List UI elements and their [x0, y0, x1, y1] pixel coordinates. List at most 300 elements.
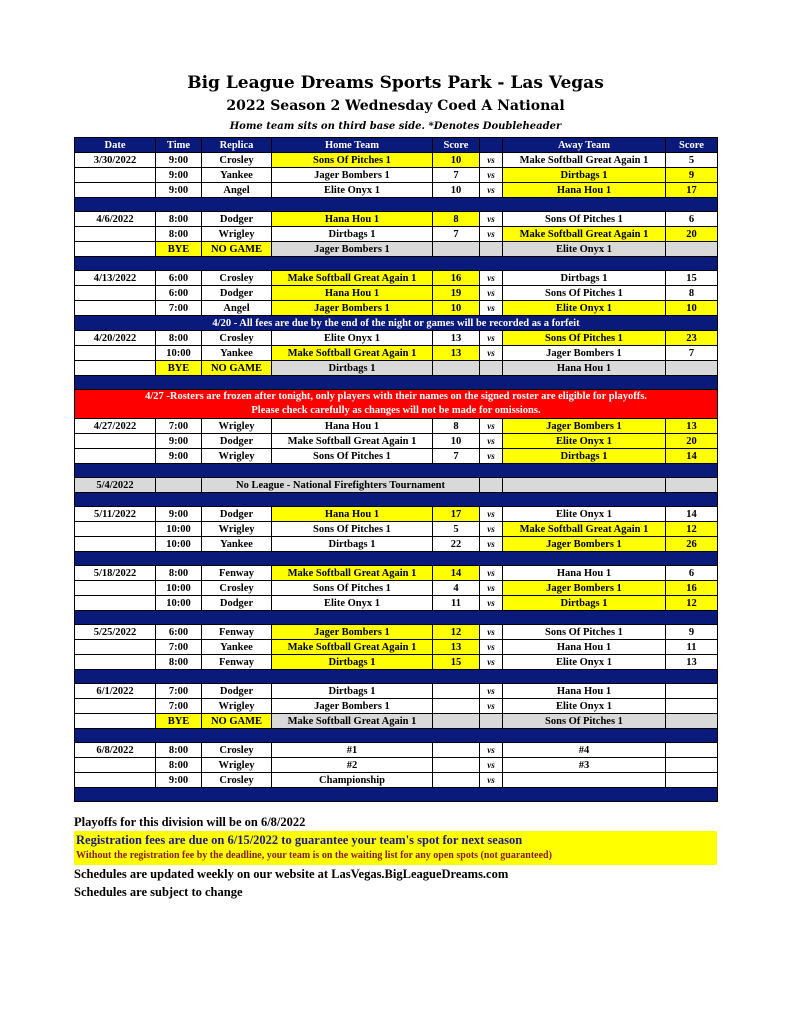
- website-note: Schedules are updated weekly on our website at LasVegas.BigLeagueDreams.com: [74, 867, 509, 881]
- date-cell: 4/20/2022: [75, 331, 156, 346]
- vs-cell: vs: [480, 168, 503, 183]
- home-team-cell: Sons Of Pitches 1: [272, 449, 433, 464]
- replica-cell: Crosley: [202, 581, 272, 596]
- away-score-cell: [666, 773, 718, 788]
- home-team-cell: Sons Of Pitches 1: [272, 522, 433, 537]
- away-score-cell: 26: [666, 537, 718, 552]
- time-cell: 8:00: [156, 655, 202, 670]
- away-score-cell: 13: [666, 419, 718, 434]
- waiting-list-note: Without the registration fee by the deadline, your team is on the waiting list for any open spots (not guaranteed): [76, 850, 552, 861]
- vs-cell: vs: [480, 434, 503, 449]
- date-cell: [75, 286, 156, 301]
- away-score-cell: 12: [666, 596, 718, 611]
- away-team-cell: #3: [503, 758, 666, 773]
- home-team-cell: Make Softball Great Again 1: [272, 271, 433, 286]
- time-cell: 8:00: [156, 566, 202, 581]
- separator-cell: [75, 552, 718, 566]
- date-cell: 4/27/2022: [75, 419, 156, 434]
- home-score-cell: 10: [433, 183, 480, 198]
- time-cell: 9:00: [156, 434, 202, 449]
- home-team-cell: #2: [272, 758, 433, 773]
- replica-cell: Dodger: [202, 596, 272, 611]
- week-separator: [75, 257, 718, 271]
- replica-cell: Wrigley: [202, 449, 272, 464]
- header-away-team: Away Team: [503, 138, 666, 153]
- game-row: [75, 183, 718, 198]
- date-cell: 5/25/2022: [75, 625, 156, 640]
- header-vs: [480, 138, 503, 153]
- date-cell: [75, 346, 156, 361]
- game-row: [75, 346, 718, 361]
- time-cell: 7:00: [156, 684, 202, 699]
- time-cell: BYE: [156, 714, 202, 729]
- week-separator: [75, 552, 718, 566]
- game-row: [75, 242, 718, 257]
- home-score-cell: 10: [433, 434, 480, 449]
- home-team-cell: Dirtbags 1: [272, 361, 433, 376]
- replica-cell: Angel: [202, 183, 272, 198]
- time-cell: 6:00: [156, 286, 202, 301]
- home-team-cell: Jager Bombers 1: [272, 699, 433, 714]
- away-score-cell: [666, 684, 718, 699]
- time-cell: 10:00: [156, 346, 202, 361]
- replica-cell: Crosley: [202, 271, 272, 286]
- home-score-cell: 8: [433, 419, 480, 434]
- empty-cell: [480, 478, 503, 493]
- time-cell: 9:00: [156, 773, 202, 788]
- time-cell: 7:00: [156, 419, 202, 434]
- header-time: Time: [156, 138, 202, 153]
- date-cell: [75, 168, 156, 183]
- week-separator: [75, 198, 718, 212]
- week-separator: [75, 670, 718, 684]
- away-score-cell: 10: [666, 301, 718, 316]
- date-cell: [75, 758, 156, 773]
- time-cell: 10:00: [156, 537, 202, 552]
- home-score-cell: 17: [433, 507, 480, 522]
- home-team-cell: Dirtbags 1: [272, 537, 433, 552]
- time-cell: BYE: [156, 361, 202, 376]
- game-row: [75, 212, 718, 227]
- away-score-cell: 20: [666, 434, 718, 449]
- away-team-cell: Jager Bombers 1: [503, 346, 666, 361]
- away-score-cell: 12: [666, 522, 718, 537]
- time-cell: 7:00: [156, 640, 202, 655]
- game-row: [75, 566, 718, 581]
- away-team-cell: Make Softball Great Again 1: [503, 522, 666, 537]
- home-score-cell: 4: [433, 581, 480, 596]
- registration-note: Registration fees are due on 6/15/2022 to guarantee your team's spot for next season: [76, 833, 523, 847]
- time-cell: 9:00: [156, 507, 202, 522]
- no-league-message: No League - National Firefighters Tournament: [202, 478, 480, 493]
- replica-cell: NO GAME: [202, 361, 272, 376]
- away-team-cell: Make Softball Great Again 1: [503, 153, 666, 168]
- home-score-cell: 22: [433, 537, 480, 552]
- date-cell: 3/30/2022: [75, 153, 156, 168]
- game-row: [75, 271, 718, 286]
- time-cell: 10:00: [156, 522, 202, 537]
- roster-notice-line: Please check carefully as changes will not be made for omissions.: [251, 405, 541, 416]
- date-cell: [75, 640, 156, 655]
- home-score-cell: [433, 242, 480, 257]
- away-score-cell: 16: [666, 581, 718, 596]
- home-score-cell: 7: [433, 168, 480, 183]
- date-cell: 5/11/2022: [75, 507, 156, 522]
- away-score-cell: [666, 242, 718, 257]
- date-cell: 5/4/2022: [75, 478, 156, 493]
- replica-cell: Wrigley: [202, 758, 272, 773]
- date-cell: [75, 714, 156, 729]
- home-score-cell: 7: [433, 449, 480, 464]
- away-team-cell: Sons Of Pitches 1: [503, 331, 666, 346]
- vs-cell: vs: [480, 227, 503, 242]
- week-separator: [75, 493, 718, 507]
- vs-cell: vs: [480, 581, 503, 596]
- vs-cell: vs: [480, 331, 503, 346]
- away-team-cell: Dirtbags 1: [503, 271, 666, 286]
- home-team-cell: Elite Onyx 1: [272, 183, 433, 198]
- vs-cell: vs: [480, 271, 503, 286]
- date-cell: 6/1/2022: [75, 684, 156, 699]
- vs-cell: vs: [480, 566, 503, 581]
- date-cell: [75, 537, 156, 552]
- home-score-cell: 13: [433, 331, 480, 346]
- vs-cell: vs: [480, 773, 503, 788]
- replica-cell: Dodger: [202, 507, 272, 522]
- away-score-cell: 7: [666, 346, 718, 361]
- away-team-cell: Elite Onyx 1: [503, 507, 666, 522]
- away-team-cell: Elite Onyx 1: [503, 655, 666, 670]
- replica-cell: Wrigley: [202, 419, 272, 434]
- time-cell: 7:00: [156, 301, 202, 316]
- away-score-cell: 11: [666, 640, 718, 655]
- vs-cell: vs: [480, 640, 503, 655]
- game-row: [75, 153, 718, 168]
- home-score-cell: 10: [433, 301, 480, 316]
- time-cell: 10:00: [156, 581, 202, 596]
- home-team-cell: Jager Bombers 1: [272, 168, 433, 183]
- replica-cell: Fenway: [202, 655, 272, 670]
- game-row: [75, 714, 718, 729]
- home-team-cell: Hana Hou 1: [272, 286, 433, 301]
- date-cell: 4/6/2022: [75, 212, 156, 227]
- vs-cell: vs: [480, 522, 503, 537]
- away-team-cell: Sons Of Pitches 1: [503, 286, 666, 301]
- change-note: Schedules are subject to change: [74, 885, 243, 899]
- home-team-cell: Championship: [272, 773, 433, 788]
- home-score-cell: 12: [433, 625, 480, 640]
- vs-cell: vs: [480, 596, 503, 611]
- away-team-cell: Sons Of Pitches 1: [503, 714, 666, 729]
- replica-cell: Crosley: [202, 743, 272, 758]
- away-score-cell: [666, 743, 718, 758]
- vs-cell: vs: [480, 346, 503, 361]
- time-cell: 9:00: [156, 449, 202, 464]
- away-score-cell: 14: [666, 507, 718, 522]
- home-team-cell: Dirtbags 1: [272, 227, 433, 242]
- week-separator: [75, 788, 718, 802]
- empty-cell: [666, 478, 718, 493]
- home-team-cell: Jager Bombers 1: [272, 242, 433, 257]
- home-score-cell: 13: [433, 346, 480, 361]
- replica-cell: Yankee: [202, 537, 272, 552]
- home-team-cell: Make Softball Great Again 1: [272, 714, 433, 729]
- replica-cell: Wrigley: [202, 522, 272, 537]
- date-cell: 6/8/2022: [75, 743, 156, 758]
- date-cell: 5/18/2022: [75, 566, 156, 581]
- date-cell: 4/13/2022: [75, 271, 156, 286]
- home-score-cell: [433, 714, 480, 729]
- page-title: Big League Dreams Sports Park - Las Vegas: [187, 73, 604, 93]
- away-team-cell: Hana Hou 1: [503, 684, 666, 699]
- separator-cell: [75, 257, 718, 271]
- time-cell: 6:00: [156, 271, 202, 286]
- away-team-cell: Make Softball Great Again 1: [503, 227, 666, 242]
- home-score-cell: [433, 758, 480, 773]
- playoffs-note: Playoffs for this division will be on 6/8/2022: [74, 815, 306, 829]
- vs-cell: vs: [480, 537, 503, 552]
- vs-cell: vs: [480, 625, 503, 640]
- game-row: [75, 301, 718, 316]
- time-cell: 8:00: [156, 227, 202, 242]
- separator-cell: [75, 376, 718, 390]
- away-team-cell: Hana Hou 1: [503, 566, 666, 581]
- roster-notice: [75, 390, 718, 419]
- schedule-body: [75, 153, 718, 802]
- home-team-cell: Jager Bombers 1: [272, 625, 433, 640]
- away-score-cell: [666, 758, 718, 773]
- home-score-cell: 5: [433, 522, 480, 537]
- away-team-cell: Elite Onyx 1: [503, 242, 666, 257]
- game-row: [75, 743, 718, 758]
- home-score-cell: 8: [433, 212, 480, 227]
- separator-cell: [75, 729, 718, 743]
- registration-box: [74, 831, 717, 865]
- home-score-cell: 19: [433, 286, 480, 301]
- away-score-cell: [666, 699, 718, 714]
- away-score-cell: 23: [666, 331, 718, 346]
- home-team-cell: Make Softball Great Again 1: [272, 434, 433, 449]
- game-row: [75, 684, 718, 699]
- away-score-cell: 9: [666, 168, 718, 183]
- home-score-cell: 16: [433, 271, 480, 286]
- home-team-cell: Sons Of Pitches 1: [272, 581, 433, 596]
- home-score-cell: 7: [433, 227, 480, 242]
- game-row: [75, 640, 718, 655]
- vs-cell: [480, 714, 503, 729]
- separator-cell: [75, 670, 718, 684]
- roster-notice-line: 4/27 -Rosters are frozen after tonight, only players with their names on the signed roster are eligible for playoffs.: [145, 391, 647, 402]
- vs-cell: vs: [480, 743, 503, 758]
- game-row: [75, 625, 718, 640]
- away-score-cell: 15: [666, 271, 718, 286]
- game-row: [75, 758, 718, 773]
- replica-cell: Dodger: [202, 212, 272, 227]
- vs-cell: vs: [480, 212, 503, 227]
- time-cell: 6:00: [156, 625, 202, 640]
- away-team-cell: Jager Bombers 1: [503, 419, 666, 434]
- schedule-table: [74, 137, 718, 802]
- date-cell: [75, 227, 156, 242]
- page-subtitle: 2022 Season 2 Wednesday Coed A National: [226, 98, 565, 114]
- date-cell: [75, 596, 156, 611]
- vs-cell: vs: [480, 699, 503, 714]
- vs-cell: vs: [480, 183, 503, 198]
- fee-notice: 4/20 - All fees are due by the end of the night or games will be recorded as a forfeit: [75, 316, 718, 331]
- home-score-cell: 10: [433, 153, 480, 168]
- home-score-cell: [433, 743, 480, 758]
- away-score-cell: 6: [666, 212, 718, 227]
- away-score-cell: 5: [666, 153, 718, 168]
- away-team-cell: Elite Onyx 1: [503, 699, 666, 714]
- time-cell: 8:00: [156, 743, 202, 758]
- away-team-cell: Hana Hou 1: [503, 361, 666, 376]
- replica-cell: NO GAME: [202, 714, 272, 729]
- away-score-cell: 6: [666, 566, 718, 581]
- away-score-cell: 9: [666, 625, 718, 640]
- away-team-cell: Sons Of Pitches 1: [503, 212, 666, 227]
- vs-cell: vs: [480, 419, 503, 434]
- date-cell: [75, 655, 156, 670]
- away-score-cell: 13: [666, 655, 718, 670]
- replica-cell: Fenway: [202, 566, 272, 581]
- game-row: [75, 227, 718, 242]
- date-cell: [75, 361, 156, 376]
- home-score-cell: [433, 361, 480, 376]
- game-row: [75, 596, 718, 611]
- replica-cell: Fenway: [202, 625, 272, 640]
- away-team-cell: Jager Bombers 1: [503, 537, 666, 552]
- away-team-cell: Elite Onyx 1: [503, 301, 666, 316]
- vs-cell: vs: [480, 286, 503, 301]
- time-cell: 9:00: [156, 168, 202, 183]
- vs-cell: vs: [480, 153, 503, 168]
- date-cell: [75, 581, 156, 596]
- vs-cell: vs: [480, 655, 503, 670]
- replica-cell: Angel: [202, 301, 272, 316]
- roster-notice-row: [75, 390, 718, 419]
- away-team-cell: Dirtbags 1: [503, 168, 666, 183]
- week-separator: [75, 464, 718, 478]
- replica-cell: Wrigley: [202, 699, 272, 714]
- game-row: [75, 522, 718, 537]
- replica-cell: Crosley: [202, 331, 272, 346]
- vs-cell: vs: [480, 449, 503, 464]
- separator-cell: [75, 464, 718, 478]
- separator-cell: [75, 788, 718, 802]
- away-score-cell: [666, 361, 718, 376]
- away-score-cell: 8: [666, 286, 718, 301]
- home-team-cell: Elite Onyx 1: [272, 596, 433, 611]
- away-team-cell: Dirtbags 1: [503, 596, 666, 611]
- time-cell: 8:00: [156, 212, 202, 227]
- home-team-cell: Dirtbags 1: [272, 684, 433, 699]
- week-separator: [75, 729, 718, 743]
- replica-cell: Dodger: [202, 684, 272, 699]
- home-team-cell: Sons Of Pitches 1: [272, 153, 433, 168]
- game-row: [75, 699, 718, 714]
- home-team-cell: Hana Hou 1: [272, 212, 433, 227]
- away-team-cell: Hana Hou 1: [503, 640, 666, 655]
- replica-cell: Dodger: [202, 286, 272, 301]
- game-row: [75, 331, 718, 346]
- away-team-cell: Jager Bombers 1: [503, 581, 666, 596]
- time-cell: 9:00: [156, 183, 202, 198]
- separator-cell: [75, 611, 718, 625]
- vs-cell: [480, 242, 503, 257]
- away-score-cell: [666, 714, 718, 729]
- game-row: [75, 449, 718, 464]
- replica-cell: Crosley: [202, 773, 272, 788]
- home-score-cell: [433, 773, 480, 788]
- game-row: [75, 434, 718, 449]
- replica-cell: Crosley: [202, 153, 272, 168]
- home-team-cell: Make Softball Great Again 1: [272, 640, 433, 655]
- date-cell: [75, 183, 156, 198]
- away-team-cell: Elite Onyx 1: [503, 434, 666, 449]
- away-team-cell: Dirtbags 1: [503, 449, 666, 464]
- header-home-score: Score: [433, 138, 480, 153]
- replica-cell: Wrigley: [202, 227, 272, 242]
- home-score-cell: [433, 699, 480, 714]
- away-team-cell: #4: [503, 743, 666, 758]
- home-team-cell: Hana Hou 1: [272, 507, 433, 522]
- home-score-cell: 14: [433, 566, 480, 581]
- away-score-cell: 14: [666, 449, 718, 464]
- time-cell: 8:00: [156, 331, 202, 346]
- game-row: [75, 581, 718, 596]
- date-cell: [75, 434, 156, 449]
- vs-cell: vs: [480, 507, 503, 522]
- away-score-cell: 20: [666, 227, 718, 242]
- week-separator: [75, 376, 718, 390]
- home-team-cell: Elite Onyx 1: [272, 331, 433, 346]
- header-date: Date: [75, 138, 156, 153]
- game-row: [75, 361, 718, 376]
- vs-cell: [480, 361, 503, 376]
- home-team-cell: Hana Hou 1: [272, 419, 433, 434]
- time-cell: 8:00: [156, 758, 202, 773]
- separator-cell: [75, 198, 718, 212]
- game-row: [75, 286, 718, 301]
- empty-cell: [156, 478, 202, 493]
- replica-cell: Yankee: [202, 346, 272, 361]
- game-row: [75, 168, 718, 183]
- replica-cell: Dodger: [202, 434, 272, 449]
- home-score-cell: 15: [433, 655, 480, 670]
- header-away-score: Score: [666, 138, 718, 153]
- date-cell: [75, 301, 156, 316]
- home-team-cell: #1: [272, 743, 433, 758]
- separator-cell: [75, 493, 718, 507]
- time-cell: 7:00: [156, 699, 202, 714]
- header-replica: Replica: [202, 138, 272, 153]
- vs-cell: vs: [480, 301, 503, 316]
- date-cell: [75, 699, 156, 714]
- time-cell: 10:00: [156, 596, 202, 611]
- home-score-cell: 13: [433, 640, 480, 655]
- time-cell: 9:00: [156, 153, 202, 168]
- empty-cell: [503, 478, 666, 493]
- away-team-cell: Sons Of Pitches 1: [503, 625, 666, 640]
- game-row: [75, 655, 718, 670]
- home-score-cell: [433, 684, 480, 699]
- game-row: [75, 537, 718, 552]
- home-team-note: Home team sits on third base side. *Denotes Doubleheader: [229, 121, 562, 132]
- home-score-cell: 11: [433, 596, 480, 611]
- home-team-cell: Jager Bombers 1: [272, 301, 433, 316]
- date-cell: [75, 449, 156, 464]
